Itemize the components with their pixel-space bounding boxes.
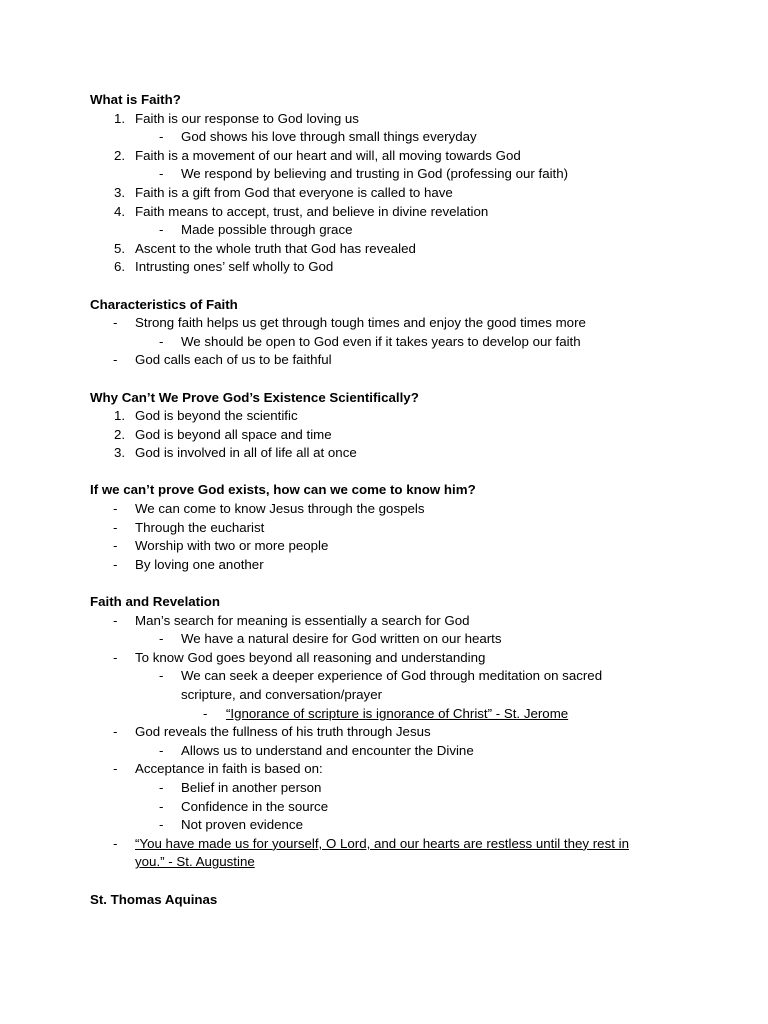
list-item <box>90 258 768 277</box>
list-marker: - <box>113 556 118 572</box>
list-item <box>90 184 768 203</box>
list-marker: - <box>159 742 164 758</box>
list-item <box>90 612 768 631</box>
list-item <box>90 314 768 333</box>
list-item-text: Not proven evidence <box>181 817 303 833</box>
list-marker: - <box>113 352 118 368</box>
section-heading: St. Thomas Aquinas <box>90 891 218 907</box>
list-item-text: To know God goes beyond all reasoning and understanding <box>135 649 486 665</box>
list-item <box>90 128 768 147</box>
list-marker: 1. <box>114 408 126 424</box>
list-marker: - <box>113 315 118 331</box>
list-marker: - <box>159 631 164 647</box>
list-marker: 4. <box>114 203 126 219</box>
list-marker: - <box>159 129 164 145</box>
list-marker: - <box>159 222 164 238</box>
section-heading: Characteristics of Faith <box>90 296 238 312</box>
list-item <box>90 500 768 519</box>
list-item-text: Strong faith helps us get through tough times and enjoy the good times more <box>135 315 586 331</box>
list-marker: - <box>159 779 164 795</box>
list-item-text: God is involved in all of life all at once <box>135 445 357 461</box>
list-item <box>90 147 768 166</box>
list-marker: - <box>159 668 164 684</box>
list-item <box>90 351 768 370</box>
list-item-text: By loving one another <box>135 556 264 572</box>
list-item <box>90 444 768 463</box>
list-item-text: We have a natural desire for God written on our hearts <box>181 631 502 647</box>
list-item-text: We can seek a deeper experience of God through meditation on sacred scripture, and conversation/prayer <box>181 668 603 702</box>
list-item <box>90 240 768 259</box>
list-item <box>90 333 768 352</box>
list-item-text: God is beyond all space and time <box>135 426 332 442</box>
quote-st-jerome: “Ignorance of scripture is ignorance of Christ” - St. Jerome <box>226 705 569 721</box>
list-item <box>90 426 768 445</box>
list-item-text: We can come to know Jesus through the gospels <box>135 501 425 517</box>
section-st-thomas-aquinas <box>90 891 768 910</box>
list-item-text: God calls each of us to be faithful <box>135 352 332 368</box>
list-marker: 5. <box>114 240 126 256</box>
section-why-cant-we-prove <box>90 389 768 463</box>
list-item-text: Through the eucharist <box>135 519 265 535</box>
list-item <box>90 110 768 129</box>
list-marker: 1. <box>114 110 126 126</box>
list-marker: - <box>159 817 164 833</box>
list-marker: 3. <box>114 445 126 461</box>
list-item-text: Faith is a movement of our heart and will, all moving towards God <box>135 147 521 163</box>
list-item <box>90 667 768 704</box>
section-how-can-we-know-him <box>90 481 768 574</box>
section-heading: What is Faith? <box>90 92 181 107</box>
list-item-text: Belief in another person <box>181 779 322 795</box>
section-heading: Faith and Revelation <box>90 594 221 610</box>
list-item <box>90 649 768 668</box>
list-item-text: Man’s search for meaning is essentially a search for God <box>135 612 470 628</box>
list-marker: - <box>159 798 164 814</box>
list-item <box>90 203 768 222</box>
list-item <box>90 705 768 724</box>
list-marker: - <box>113 835 118 851</box>
list-item <box>90 556 768 575</box>
quote-st-augustine: “You have made us for yourself, O Lord, and our hearts are restless until they rest in you.” - St. Augustine <box>135 835 629 870</box>
list-item-text: We should be open to God even if it takes years to develop our faith <box>181 333 581 349</box>
list-item <box>90 165 768 184</box>
list-item <box>90 537 768 556</box>
list-marker: - <box>113 761 118 777</box>
list-marker: - <box>159 333 164 349</box>
list-marker: - <box>113 538 118 554</box>
list-marker: 3. <box>114 184 126 200</box>
section-heading: If we can’t prove God exists, how can we come to know him? <box>90 482 476 498</box>
list-marker: - <box>203 705 208 721</box>
list-item <box>90 835 768 872</box>
list-item-text: Made possible through grace <box>181 222 353 238</box>
list-item-text: Confidence in the source <box>181 798 329 814</box>
list-item-text: Intrusting ones’ self wholly to God <box>135 259 334 275</box>
section-characteristics-of-faith <box>90 296 768 370</box>
list-marker: - <box>113 724 118 740</box>
list-item-text: Acceptance in faith is based on: <box>135 761 323 777</box>
list-item-text: Ascent to the whole truth that God has revealed <box>135 240 416 256</box>
list-item <box>90 816 768 835</box>
list-item-text: God shows his love through small things everyday <box>181 129 477 145</box>
list-item <box>90 760 768 779</box>
list-marker: 6. <box>114 259 126 275</box>
list-item-text: Worship with two or more people <box>135 538 329 554</box>
list-item <box>90 519 768 538</box>
list-item <box>90 742 768 761</box>
list-item-text: Faith is our response to God loving us <box>135 110 359 126</box>
list-item <box>90 221 768 240</box>
list-item-text: God is beyond the scientific <box>135 408 298 424</box>
list-item-text: Allows us to understand and encounter the Divine <box>181 742 474 758</box>
list-item <box>90 630 768 649</box>
list-item <box>90 723 768 742</box>
list-item <box>90 407 768 426</box>
list-marker: 2. <box>114 147 126 163</box>
list-marker: 2. <box>114 426 126 442</box>
list-item-text: Faith means to accept, trust, and believe in divine revelation <box>135 203 489 219</box>
section-what-is-faith <box>90 91 768 277</box>
section-faith-and-revelation <box>90 593 768 872</box>
list-marker: - <box>113 519 118 535</box>
list-item <box>90 798 768 817</box>
list-item-text: Faith is a gift from God that everyone is called to have <box>135 184 453 200</box>
list-item-text: We respond by believing and trusting in God (professing our faith) <box>181 166 569 182</box>
list-marker: - <box>159 166 164 182</box>
list-marker: - <box>113 612 118 628</box>
list-item <box>90 779 768 798</box>
list-marker: - <box>113 501 118 517</box>
section-heading: Why Can’t We Prove God’s Existence Scientifically? <box>90 389 419 405</box>
list-marker: - <box>113 649 118 665</box>
list-item-text: God reveals the fullness of his truth through Jesus <box>135 724 431 740</box>
